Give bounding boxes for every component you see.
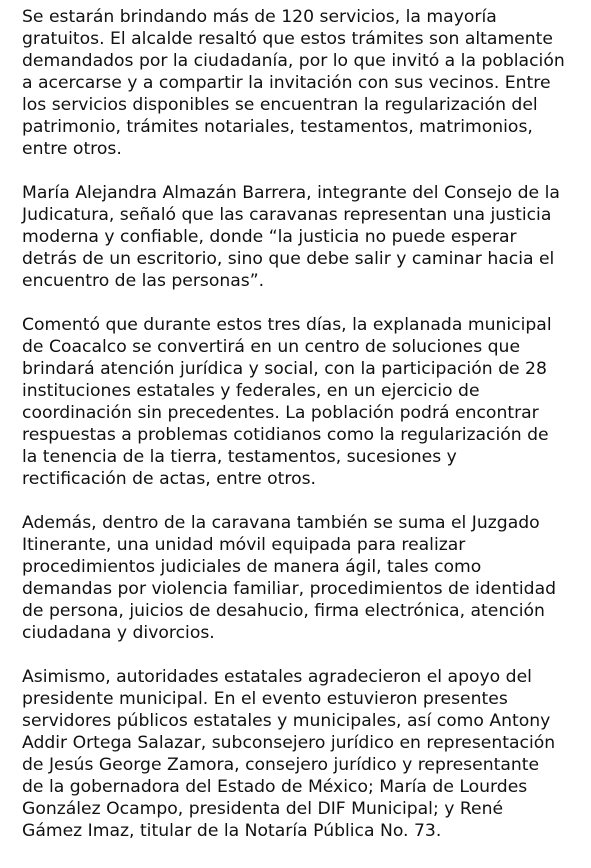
paragraph-autoridades: Asimismo, autoridades estatales agradecieron el apoyo del presidente municipal. En el evento estuvieron presentes servidores públicos estatales y municipales, así como Antony Addir Ortega Salazar, subconsejero jurídico en representación de Jesús George Zamora, consejero jurídico y representante de la gobernadora del Estado de México; María de Lourdes González Ocampo, presidenta del DIF Municipal; y René Gámez Imaz, titular de la Notaría Pública No. 73. xyxy=(22,667,556,841)
paragraph-juzgado-itinerante: Además, dentro de la caravana también se suma el Juzgado Itinerante, una unidad móvil equipada para realizar procedimientos judiciales de manera ágil, tales como demandas por violencia familiar, procedimientos de identidad de persona, juicios de desahucio, firma electrónica, atención ciudadana y divorcios. xyxy=(22,513,557,643)
paragraph-explanada: Comentó que durante estos tres días, la explanada municipal de Coacalco se convertirá en un centro de soluciones que brindará atención jurídica y social, con la participación de 28 instituciones estatales y federales, en un ejercicio de coordinación sin precedentes. La población podrá encontrar respuestas a problemas cotidianos como la regularización de la tenencia de la tierra, testamentos, sucesiones y rectificación de actas, entre otros. xyxy=(22,315,552,489)
paragraph-services: Se estarán brindando más de 120 servicios, la mayoría gratuitos. El alcalde resaltó que estos trámites son altamente demandados por la ciudadanía, por lo que invitó a la población a acercarse y a compartir la invitación con sus vecinos. Entre los servicios disponibles se encuentran la regularización del patrimonio, trámites notariales, testamentos, matrimonios, entre otros. xyxy=(22,7,565,159)
paragraph-judicatura: María Alejandra Almazán Barrera, integrante del Consejo de la Judicatura, señaló que las caravanas representan una justicia moderna y confiable, donde “la justicia no puede esperar detrás de un escritorio, sino que debe salir y caminar hacia el encuentro de las personas”. xyxy=(22,183,560,291)
